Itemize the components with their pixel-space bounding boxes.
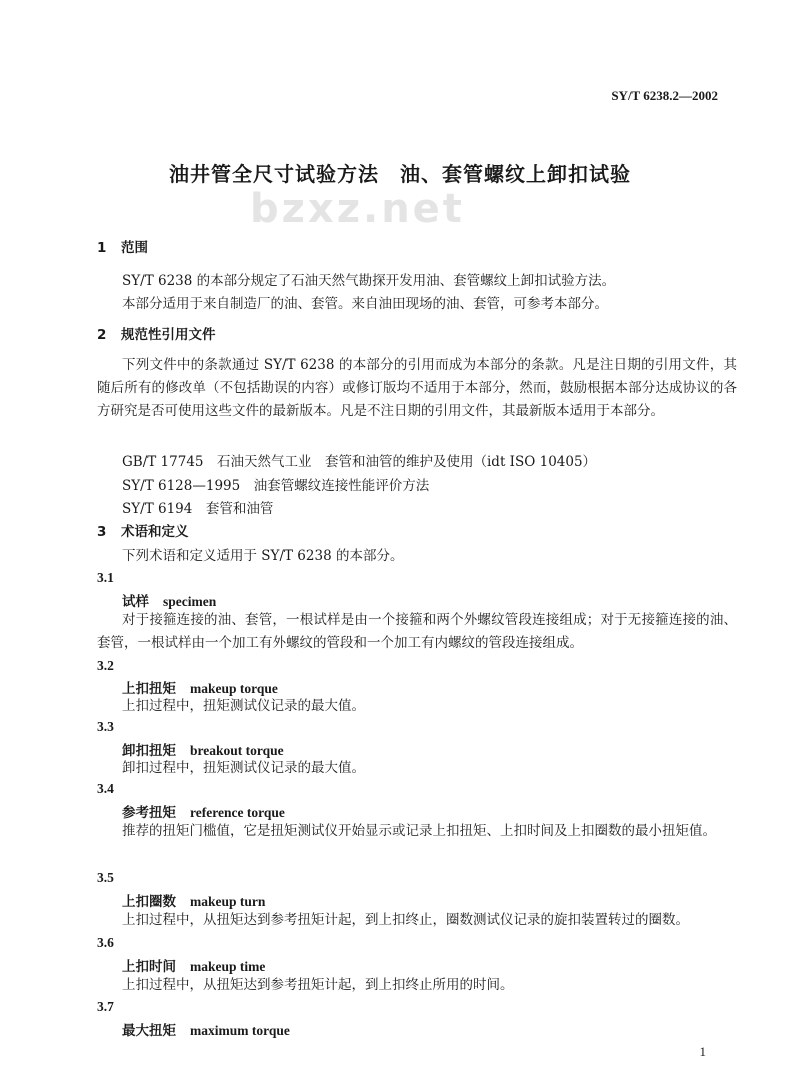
clause-number: 3.4 bbox=[97, 781, 114, 796]
term-zh: 参考扭矩 bbox=[122, 805, 176, 821]
term-en: specimen bbox=[163, 594, 217, 609]
term-en: reference torque bbox=[190, 805, 285, 820]
paragraph: 下列术语和定义适用于 SY/T 6238 的本部分。 bbox=[122, 548, 404, 564]
term-zh: 最大扭矩 bbox=[122, 1023, 176, 1039]
term-zh: 上扣时间 bbox=[122, 959, 176, 975]
term-zh: 卸扣扭矩 bbox=[122, 743, 176, 759]
term bbox=[122, 739, 284, 759]
clause-number: 3.2 bbox=[97, 658, 114, 673]
term-en: makeup turn bbox=[190, 894, 266, 909]
term-en: makeup time bbox=[190, 959, 266, 974]
term bbox=[122, 801, 285, 821]
section-title: 术语和定义 bbox=[121, 524, 189, 540]
clause-number: 3.1 bbox=[97, 570, 114, 585]
section-number: 2 bbox=[97, 327, 107, 343]
definition: 对于接箍连接的油、套管，一根试样是由一个接箍和两个外螺纹管段连接组成；对于无接箍连接的油、套管，一根试样由一个加工有外螺纹的管段和一个加工有内螺纹的管段连接组成。 bbox=[97, 612, 737, 651]
page-number: 1 bbox=[699, 1044, 706, 1059]
section-number: 3 bbox=[97, 524, 107, 540]
definition: 上扣过程中，从扭矩达到参考扭矩计起，到上扣终止，圈数测试仪记录的旋扣装置转过的圈数。 bbox=[122, 912, 689, 928]
section-3-heading bbox=[97, 520, 189, 540]
standard-number: SY/T 6238.2—2002 bbox=[611, 88, 718, 103]
section-1-heading bbox=[97, 236, 148, 256]
term-zh: 试样 bbox=[122, 594, 149, 610]
term bbox=[122, 590, 216, 610]
paragraph: 本部分适用于来自制造厂的油、套管。来自油田现场的油、套管，可参考本部分。 bbox=[122, 296, 608, 312]
term bbox=[122, 1019, 290, 1039]
section-2-heading bbox=[97, 323, 216, 343]
clause-number: 3.6 bbox=[97, 935, 114, 950]
clause-number: 3.5 bbox=[97, 870, 114, 885]
paragraph: 下列文件中的条款通过 SY/T 6238 的本部分的引用而成为本部分的条款。凡是注日期的引用文件，其随后所有的修改单（不包括勘误的内容）或修订版均不适用于本部分，然而，鼓励根据本部分达成协议的各方研究是否可使用这些文件的最新版本。凡是不注日期的引用文件，其最新版本适用于本部分。 bbox=[97, 357, 737, 419]
document-title: 油井管全尺寸试验方法 油、套管螺纹上卸扣试验 bbox=[169, 162, 631, 186]
definition: 卸扣过程中，扭矩测试仪记录的最大值。 bbox=[122, 760, 365, 776]
clause-number: 3.7 bbox=[97, 999, 114, 1014]
definition: 推荐的扭矩门槛值，它是扭矩测试仪开始显示或记录上扣扭矩、上扣时间及上扣圈数的最小扭矩值。 bbox=[122, 823, 716, 839]
term bbox=[122, 677, 278, 697]
definition: 上扣过程中，扭矩测试仪记录的最大值。 bbox=[122, 698, 365, 714]
clause-number: 3.3 bbox=[97, 719, 114, 734]
reference-item: SY/T 6128—1995 油套管螺纹连接性能评价方法 bbox=[122, 478, 430, 494]
section-number: 1 bbox=[97, 240, 107, 256]
term bbox=[122, 890, 265, 910]
section-title: 规范性引用文件 bbox=[121, 327, 216, 343]
paragraph: SY/T 6238 的本部分规定了石油天然气勘探开发用油、套管螺纹上卸扣试验方法。 bbox=[122, 273, 616, 289]
definition: 上扣过程中，从扭矩达到参考扭矩计起，到上扣终止所用的时间。 bbox=[122, 977, 514, 993]
term-zh: 上扣扭矩 bbox=[122, 681, 176, 697]
term-en: maximum torque bbox=[190, 1023, 290, 1038]
reference-item: SY/T 6194 套管和油管 bbox=[122, 501, 274, 517]
reference-item: GB/T 17745 石油天然气工业 套管和油管的维护及使用（idt ISO 10405） bbox=[122, 454, 597, 470]
term bbox=[122, 955, 265, 975]
term-en: makeup torque bbox=[190, 681, 278, 696]
term-zh: 上扣圈数 bbox=[122, 894, 176, 910]
section-title: 范围 bbox=[121, 240, 148, 256]
watermark: bzxz.net bbox=[250, 186, 465, 232]
term-en: breakout torque bbox=[190, 743, 284, 758]
